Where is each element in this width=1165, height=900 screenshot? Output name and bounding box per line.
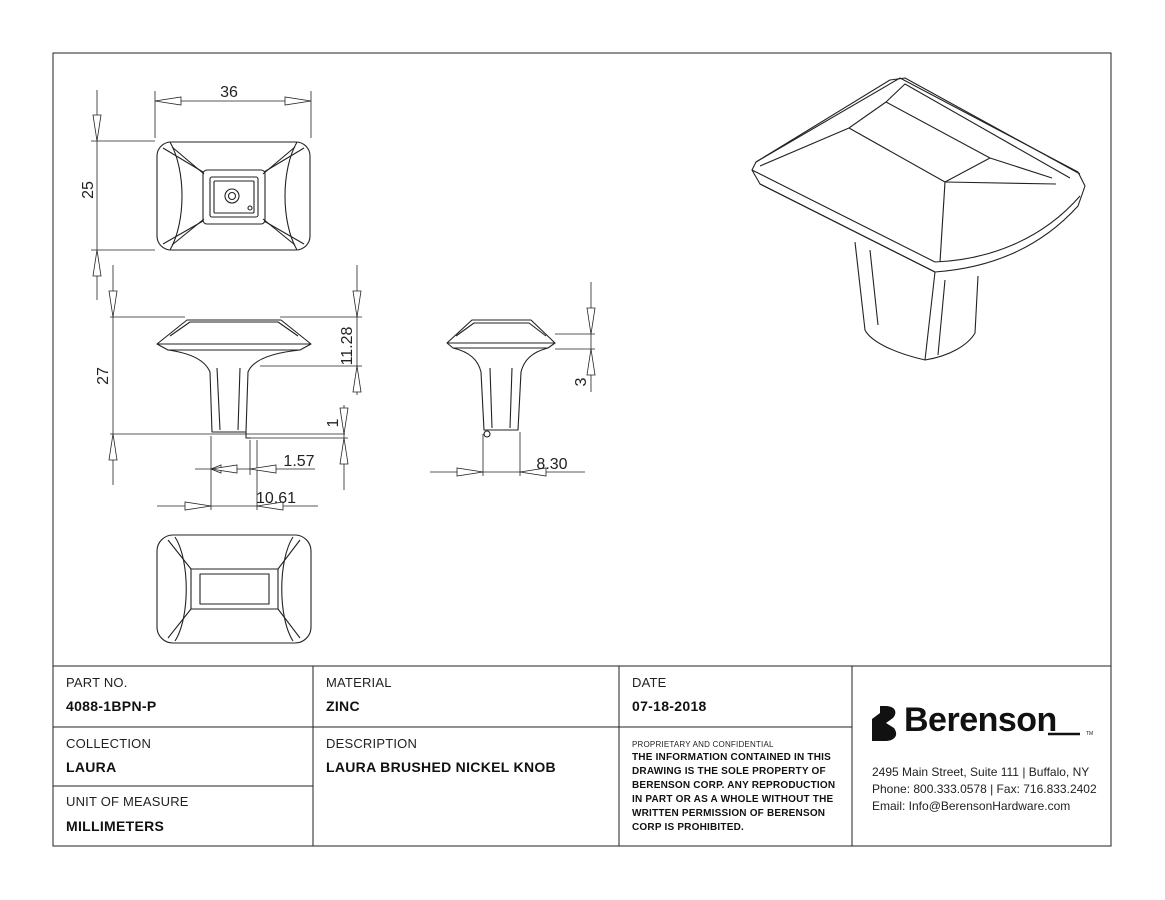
dim-base-offset: 1 bbox=[325, 418, 342, 428]
dim-stem-base: 10.61 bbox=[255, 490, 297, 507]
proprietary-notice: THE INFORMATION CONTAINED IN THIS DRAWING IS THE SOLE PROPERTY OF BERENSON CORP. ANY REPRODUCTION IN PART OR AS A WHOLE WITHOUT THE WRITTEN PERMISSION OF BERENSON CORP IS PROHIBITED. bbox=[632, 752, 836, 833]
dim-overall-height: 27 bbox=[95, 367, 112, 385]
bottom-view bbox=[157, 535, 311, 643]
company-name: Berenson bbox=[904, 701, 1057, 739]
company-phone: Phone: 800.333.0578 | Fax: 716.833.2402 bbox=[872, 782, 1097, 796]
proprietary-label: PROPRIETARY AND CONFIDENTIAL bbox=[632, 740, 774, 749]
berenson-logo-mark bbox=[872, 706, 896, 741]
dim-stem-small: 1.57 bbox=[283, 453, 315, 470]
uom-value: MILLIMETERS bbox=[66, 818, 165, 834]
front-view bbox=[157, 320, 311, 438]
company-address: 2495 Main Street, Suite 111 | Buffalo, NY bbox=[872, 765, 1090, 779]
uom-label: UNIT OF MEASURE bbox=[66, 794, 189, 809]
dim-side-head: 3 bbox=[573, 377, 590, 387]
company-email: Email: Info@BerensonHardware.com bbox=[872, 799, 1071, 813]
part-no-label: PART NO. bbox=[66, 675, 128, 690]
description-value: LAURA BRUSHED NICKEL KNOB bbox=[326, 759, 556, 775]
description-label: DESCRIPTION bbox=[326, 736, 418, 751]
date-value: 07-18-2018 bbox=[632, 698, 707, 714]
dim-width: 36 bbox=[220, 84, 238, 101]
trademark-mark: TM bbox=[1086, 731, 1094, 737]
dim-height-top: 25 bbox=[80, 181, 97, 199]
material-value: ZINC bbox=[326, 698, 360, 714]
title-block-grid bbox=[53, 666, 1111, 846]
collection-label: COLLECTION bbox=[66, 736, 152, 751]
date-label: DATE bbox=[632, 675, 667, 690]
part-no-value: 4088-1BPN-P bbox=[66, 698, 157, 714]
material-label: MATERIAL bbox=[326, 675, 392, 690]
collection-value: LAURA bbox=[66, 759, 117, 775]
side-view bbox=[447, 320, 555, 437]
isometric-view bbox=[752, 78, 1085, 360]
dim-head-height: 11.28 bbox=[339, 326, 356, 366]
top-view bbox=[157, 142, 310, 250]
dim-side-stem: 8.30 bbox=[536, 456, 568, 473]
